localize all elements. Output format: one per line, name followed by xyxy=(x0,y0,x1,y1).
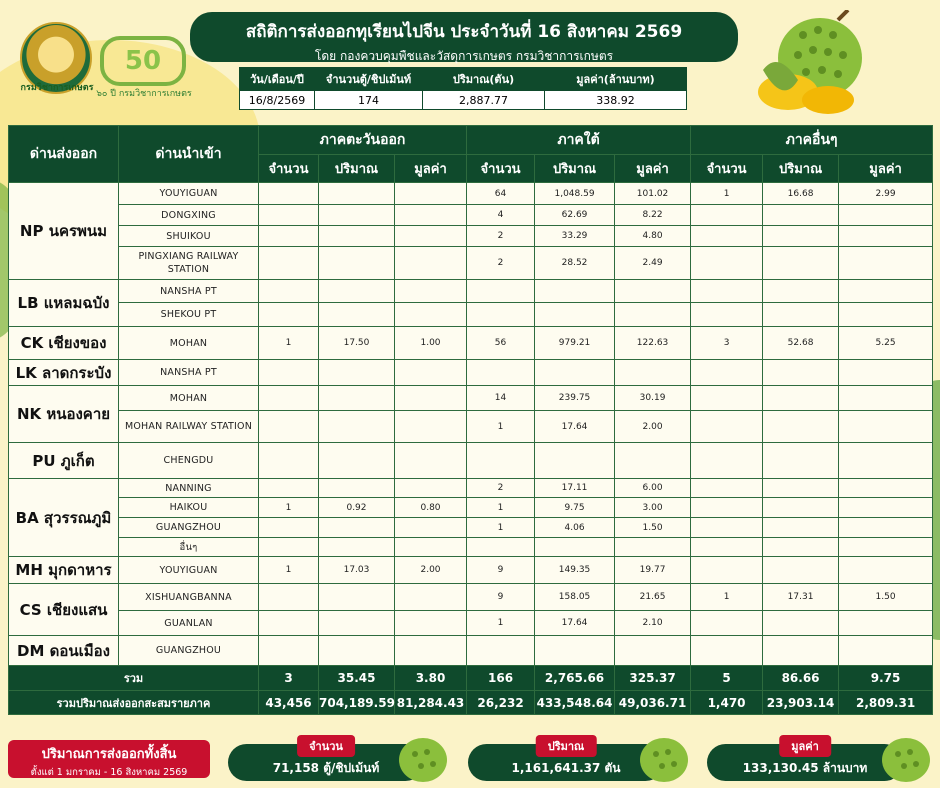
import-port-cell: NANNING xyxy=(119,479,259,498)
table-row xyxy=(9,584,933,611)
export-port-cell: MH มุกดาหาร xyxy=(9,557,119,584)
data-cell xyxy=(259,411,319,443)
data-cell: 6.00 xyxy=(615,479,691,498)
grand-total-box xyxy=(8,740,210,778)
cumulative-row xyxy=(9,691,933,715)
data-cell xyxy=(319,443,395,479)
data-cell xyxy=(691,386,763,411)
data-cell: 17.64 xyxy=(535,611,615,636)
data-cell xyxy=(319,611,395,636)
data-cell: 2.10 xyxy=(615,611,691,636)
data-cell: 3 xyxy=(691,327,763,360)
data-cell: 1 xyxy=(691,183,763,205)
data-cell xyxy=(395,611,467,636)
data-cell: 4.06 xyxy=(535,518,615,538)
page-title: สถิติการส่งออกทุเรียนไปจีน ประจำวันที่ 16 สิงหาคม 2569 xyxy=(245,22,683,42)
data-cell: 1 xyxy=(467,498,535,518)
data-cell xyxy=(535,303,615,327)
total-cell: 9.75 xyxy=(839,666,933,691)
data-cell xyxy=(839,518,933,538)
data-cell: 14 xyxy=(467,386,535,411)
data-cell: 149.35 xyxy=(535,557,615,584)
table-row xyxy=(9,303,933,327)
subheader-count: จำนวน xyxy=(467,155,535,183)
data-cell: 2 xyxy=(467,479,535,498)
data-cell xyxy=(259,360,319,386)
subheader-value: มูลค่า xyxy=(395,155,467,183)
cumulative-cell: 26,232 xyxy=(467,691,535,715)
anniversary-number: 50 xyxy=(124,46,162,76)
import-port-cell: MOHAN RAILWAY STATION xyxy=(119,411,259,443)
import-port-cell: GUANGZHOU xyxy=(119,636,259,666)
volume-value: 1,161,641.37 ตัน xyxy=(511,761,621,775)
export-port-cell: BA สุวรรณภูมิ xyxy=(9,479,119,557)
anniversary-logo-caption: ๖๐ ปี กรมวิชาการเกษตร xyxy=(96,89,192,99)
total-label: รวม xyxy=(9,666,259,691)
data-cell: 1 xyxy=(467,518,535,538)
data-cell xyxy=(395,247,467,280)
table-body xyxy=(9,183,933,715)
subheader-count: จำนวน xyxy=(691,155,763,183)
data-cell xyxy=(319,226,395,247)
export-port-cell: CS เชียงแสน xyxy=(9,584,119,636)
data-cell xyxy=(691,205,763,226)
summary-header-date: วัน/เดือน/ปี xyxy=(240,68,315,91)
data-cell: 1 xyxy=(259,327,319,360)
import-port-cell: MOHAN xyxy=(119,386,259,411)
data-cell xyxy=(395,584,467,611)
total-cell: 166 xyxy=(467,666,535,691)
doa-logo-caption: กรมวิชาการเกษตร xyxy=(20,83,94,93)
data-cell: 17.03 xyxy=(319,557,395,584)
data-cell: 1.50 xyxy=(615,518,691,538)
table-row xyxy=(9,557,933,584)
data-cell xyxy=(319,205,395,226)
table-row xyxy=(9,479,933,498)
table-row xyxy=(9,183,933,205)
import-port-cell: SHEKOU PT xyxy=(119,303,259,327)
table-row xyxy=(9,611,933,636)
data-cell xyxy=(691,538,763,557)
summary-header-volume: ปริมาณ(ตัน) xyxy=(423,68,545,91)
data-cell xyxy=(615,360,691,386)
data-cell: 19.77 xyxy=(615,557,691,584)
durian-icon xyxy=(878,730,934,786)
data-cell xyxy=(395,205,467,226)
data-cell xyxy=(763,636,839,666)
data-cell xyxy=(395,303,467,327)
import-port-cell: อื่นๆ xyxy=(119,538,259,557)
data-cell: 21.65 xyxy=(615,584,691,611)
data-cell xyxy=(467,443,535,479)
data-cell: 2 xyxy=(467,247,535,280)
import-port-cell: DONGXING xyxy=(119,205,259,226)
data-cell xyxy=(259,479,319,498)
cumulative-cell: 49,036.71 xyxy=(615,691,691,715)
total-row xyxy=(9,666,933,691)
import-port-cell: HAIKOU xyxy=(119,498,259,518)
data-cell xyxy=(839,303,933,327)
data-cell xyxy=(763,226,839,247)
data-cell: 16.68 xyxy=(763,183,839,205)
data-cell xyxy=(763,303,839,327)
data-cell xyxy=(319,518,395,538)
data-cell xyxy=(763,386,839,411)
data-cell: 158.05 xyxy=(535,584,615,611)
header-region-east: ภาคตะวันออก xyxy=(259,126,467,155)
table-row xyxy=(9,518,933,538)
summary-volume: 2,887.77 xyxy=(423,91,545,110)
grand-total-title: ปริมาณการส่งออกทั้งสิ้น xyxy=(41,747,177,762)
data-cell xyxy=(395,411,467,443)
data-cell xyxy=(395,518,467,538)
data-cell: 1 xyxy=(259,557,319,584)
import-port-cell: NANSHA PT xyxy=(119,360,259,386)
data-cell xyxy=(259,226,319,247)
data-cell xyxy=(395,226,467,247)
import-port-cell: NANSHA PT xyxy=(119,280,259,303)
grand-total-value-pill xyxy=(707,740,903,781)
data-cell: 64 xyxy=(467,183,535,205)
total-cell: 5 xyxy=(691,666,763,691)
data-cell xyxy=(395,280,467,303)
summary-date: 16/8/2569 xyxy=(240,91,315,110)
data-cell xyxy=(691,443,763,479)
header-region-other: ภาคอื่นๆ xyxy=(691,126,933,155)
data-cell: 30.19 xyxy=(615,386,691,411)
data-cell: 9 xyxy=(467,584,535,611)
table-row xyxy=(9,360,933,386)
data-cell xyxy=(691,411,763,443)
table-row xyxy=(9,498,933,518)
import-port-cell: MOHAN xyxy=(119,327,259,360)
data-cell xyxy=(691,247,763,280)
data-cell xyxy=(319,183,395,205)
data-cell xyxy=(615,303,691,327)
data-cell: 5.25 xyxy=(839,327,933,360)
data-cell xyxy=(319,303,395,327)
data-cell: 4 xyxy=(467,205,535,226)
export-port-cell: CK เชียงของ xyxy=(9,327,119,360)
data-cell: 9.75 xyxy=(535,498,615,518)
data-cell xyxy=(839,280,933,303)
data-cell xyxy=(763,611,839,636)
data-cell xyxy=(395,360,467,386)
data-cell xyxy=(839,360,933,386)
table-row xyxy=(9,247,933,280)
export-port-cell: NK หนองคาย xyxy=(9,386,119,443)
import-port-cell: CHENGDU xyxy=(119,443,259,479)
data-cell xyxy=(467,636,535,666)
table-row xyxy=(9,538,933,557)
data-cell: 1 xyxy=(467,411,535,443)
data-cell xyxy=(839,386,933,411)
data-cell xyxy=(467,538,535,557)
cumulative-label: รวมปริมาณส่งออกสะสมรายภาค xyxy=(9,691,259,715)
subheader-volume: ปริมาณ xyxy=(535,155,615,183)
data-cell xyxy=(839,498,933,518)
data-cell xyxy=(615,280,691,303)
data-cell: 17.11 xyxy=(535,479,615,498)
data-cell xyxy=(319,584,395,611)
data-cell xyxy=(535,443,615,479)
data-cell xyxy=(839,226,933,247)
export-port-cell: NP นครพนม xyxy=(9,183,119,280)
data-cell xyxy=(763,443,839,479)
data-cell: 1,048.59 xyxy=(535,183,615,205)
export-port-cell: PU ภูเก็ต xyxy=(9,443,119,479)
data-cell xyxy=(259,280,319,303)
data-cell xyxy=(259,303,319,327)
value-tag: มูลค่า xyxy=(779,735,831,757)
data-cell xyxy=(319,280,395,303)
cumulative-cell: 704,189.59 xyxy=(319,691,395,715)
import-port-cell: SHUIKOU xyxy=(119,226,259,247)
cumulative-cell: 43,456 xyxy=(259,691,319,715)
data-cell xyxy=(259,611,319,636)
export-port-cell: LK ลาดกระบัง xyxy=(9,360,119,386)
data-cell xyxy=(763,538,839,557)
data-cell: 0.92 xyxy=(319,498,395,518)
table-row xyxy=(9,327,933,360)
import-port-cell: YOUYIGUAN xyxy=(119,557,259,584)
data-cell xyxy=(535,636,615,666)
import-port-cell: XISHUANGBANNA xyxy=(119,584,259,611)
table-row xyxy=(9,443,933,479)
data-cell: 239.75 xyxy=(535,386,615,411)
data-cell xyxy=(319,360,395,386)
data-cell: 33.29 xyxy=(535,226,615,247)
value-value: 133,130.45 ล้านบาท xyxy=(742,761,868,775)
data-cell xyxy=(395,183,467,205)
subheader-volume: ปริมาณ xyxy=(319,155,395,183)
data-cell xyxy=(763,280,839,303)
data-cell xyxy=(319,538,395,557)
data-cell: 0.80 xyxy=(395,498,467,518)
data-cell xyxy=(691,303,763,327)
table-row xyxy=(9,205,933,226)
data-cell xyxy=(467,360,535,386)
durian-icon xyxy=(748,10,868,115)
header-import-port: ด่านนำเข้า xyxy=(119,126,259,183)
data-cell xyxy=(691,280,763,303)
data-cell xyxy=(839,411,933,443)
data-cell: 1 xyxy=(467,611,535,636)
import-port-cell: GUANLAN xyxy=(119,611,259,636)
page-subtitle: โดย กองควบคุมพืชและวัสดุการเกษตร กรมวิชาการเกษตร xyxy=(314,49,614,63)
data-cell xyxy=(259,584,319,611)
grand-total-volume-pill xyxy=(468,740,664,781)
table-row xyxy=(9,226,933,247)
data-cell xyxy=(395,636,467,666)
durian-icon xyxy=(395,730,451,786)
data-cell xyxy=(839,611,933,636)
import-port-cell: PINGXIANG RAILWAY STATION xyxy=(119,247,259,280)
data-cell xyxy=(691,557,763,584)
export-port-cell: DM ดอนเมือง xyxy=(9,636,119,666)
summary-header-value: มูลค่า(ล้านบาท) xyxy=(545,68,687,91)
total-cell: 3.80 xyxy=(395,666,467,691)
data-cell: 56 xyxy=(467,327,535,360)
data-cell xyxy=(259,443,319,479)
anniversary-logo xyxy=(100,36,186,86)
data-cell xyxy=(691,479,763,498)
data-cell xyxy=(763,518,839,538)
data-cell xyxy=(763,498,839,518)
data-cell xyxy=(467,280,535,303)
data-cell xyxy=(395,386,467,411)
import-port-cell: YOUYIGUAN xyxy=(119,183,259,205)
table-row xyxy=(9,280,933,303)
total-cell: 86.66 xyxy=(763,666,839,691)
grand-total-range: ตั้งแต่ 1 มกราคม - 16 สิงหาคม 2569 xyxy=(30,767,188,778)
data-cell xyxy=(763,247,839,280)
data-cell xyxy=(259,183,319,205)
data-cell xyxy=(763,479,839,498)
export-statistics-table xyxy=(8,125,933,715)
data-cell: 1.00 xyxy=(395,327,467,360)
data-cell xyxy=(319,411,395,443)
data-cell xyxy=(259,386,319,411)
data-cell xyxy=(535,538,615,557)
data-cell xyxy=(691,636,763,666)
data-cell xyxy=(763,557,839,584)
subheader-volume: ปริมาณ xyxy=(763,155,839,183)
data-cell xyxy=(259,636,319,666)
cumulative-cell: 23,903.14 xyxy=(763,691,839,715)
data-cell: 17.64 xyxy=(535,411,615,443)
durian-icon xyxy=(636,730,692,786)
table-row xyxy=(9,411,933,443)
count-value: 71,158 ตู้/ชิปเม้นท์ xyxy=(272,761,380,775)
data-cell: 1.50 xyxy=(839,584,933,611)
data-cell xyxy=(615,538,691,557)
table-row xyxy=(9,386,933,411)
data-cell: 62.69 xyxy=(535,205,615,226)
data-cell: 122.63 xyxy=(615,327,691,360)
title-banner xyxy=(190,12,738,62)
data-cell: 2 xyxy=(467,226,535,247)
cumulative-cell: 81,284.43 xyxy=(395,691,467,715)
data-cell xyxy=(691,611,763,636)
total-cell: 35.45 xyxy=(319,666,395,691)
data-cell xyxy=(395,443,467,479)
data-cell: 1 xyxy=(259,498,319,518)
data-cell xyxy=(691,226,763,247)
data-cell xyxy=(839,247,933,280)
data-cell: 2.99 xyxy=(839,183,933,205)
data-cell xyxy=(691,498,763,518)
cumulative-cell: 433,548.64 xyxy=(535,691,615,715)
data-cell xyxy=(395,479,467,498)
table-row xyxy=(9,636,933,666)
data-cell xyxy=(319,479,395,498)
data-cell xyxy=(259,538,319,557)
data-cell: 8.22 xyxy=(615,205,691,226)
total-cell: 325.37 xyxy=(615,666,691,691)
data-cell: 17.31 xyxy=(763,584,839,611)
cumulative-cell: 2,809.31 xyxy=(839,691,933,715)
export-port-cell: LB แหลมฉบัง xyxy=(9,280,119,327)
data-cell: 52.68 xyxy=(763,327,839,360)
data-cell xyxy=(839,479,933,498)
data-cell xyxy=(839,636,933,666)
data-cell xyxy=(319,636,395,666)
data-cell: 17.50 xyxy=(319,327,395,360)
data-cell xyxy=(615,636,691,666)
data-cell xyxy=(839,538,933,557)
data-cell: 101.02 xyxy=(615,183,691,205)
data-cell: 1 xyxy=(691,584,763,611)
data-cell xyxy=(259,247,319,280)
data-cell xyxy=(839,205,933,226)
data-cell xyxy=(763,360,839,386)
header-region-south: ภาคใต้ xyxy=(467,126,691,155)
data-cell xyxy=(467,303,535,327)
subheader-value: มูลค่า xyxy=(839,155,933,183)
count-tag: จำนวน xyxy=(297,735,355,757)
header-export-port: ด่านส่งออก xyxy=(9,126,119,183)
subheader-count: จำนวน xyxy=(259,155,319,183)
volume-tag: ปริมาณ xyxy=(536,735,597,757)
data-cell xyxy=(319,386,395,411)
summary-value: 338.92 xyxy=(545,91,687,110)
daily-summary-table xyxy=(239,67,687,110)
data-cell: 2.00 xyxy=(615,411,691,443)
data-cell xyxy=(691,360,763,386)
summary-count: 174 xyxy=(315,91,423,110)
data-cell: 3.00 xyxy=(615,498,691,518)
subheader-value: มูลค่า xyxy=(615,155,691,183)
data-cell xyxy=(259,518,319,538)
data-cell xyxy=(319,247,395,280)
summary-header-count: จำนวนตู้/ชิปเม้นท์ xyxy=(315,68,423,91)
data-cell xyxy=(839,557,933,584)
data-cell xyxy=(615,443,691,479)
data-cell: 2.49 xyxy=(615,247,691,280)
data-cell xyxy=(259,205,319,226)
data-cell: 28.52 xyxy=(535,247,615,280)
data-cell: 2.00 xyxy=(395,557,467,584)
data-cell: 9 xyxy=(467,557,535,584)
data-cell xyxy=(395,538,467,557)
data-cell xyxy=(535,360,615,386)
import-port-cell: GUANGZHOU xyxy=(119,518,259,538)
data-cell: 979.21 xyxy=(535,327,615,360)
data-cell xyxy=(691,518,763,538)
data-cell xyxy=(763,411,839,443)
data-cell xyxy=(763,205,839,226)
data-cell: 4.80 xyxy=(615,226,691,247)
total-cell: 2,765.66 xyxy=(535,666,615,691)
cumulative-cell: 1,470 xyxy=(691,691,763,715)
data-cell xyxy=(839,443,933,479)
total-cell: 3 xyxy=(259,666,319,691)
data-cell xyxy=(535,280,615,303)
